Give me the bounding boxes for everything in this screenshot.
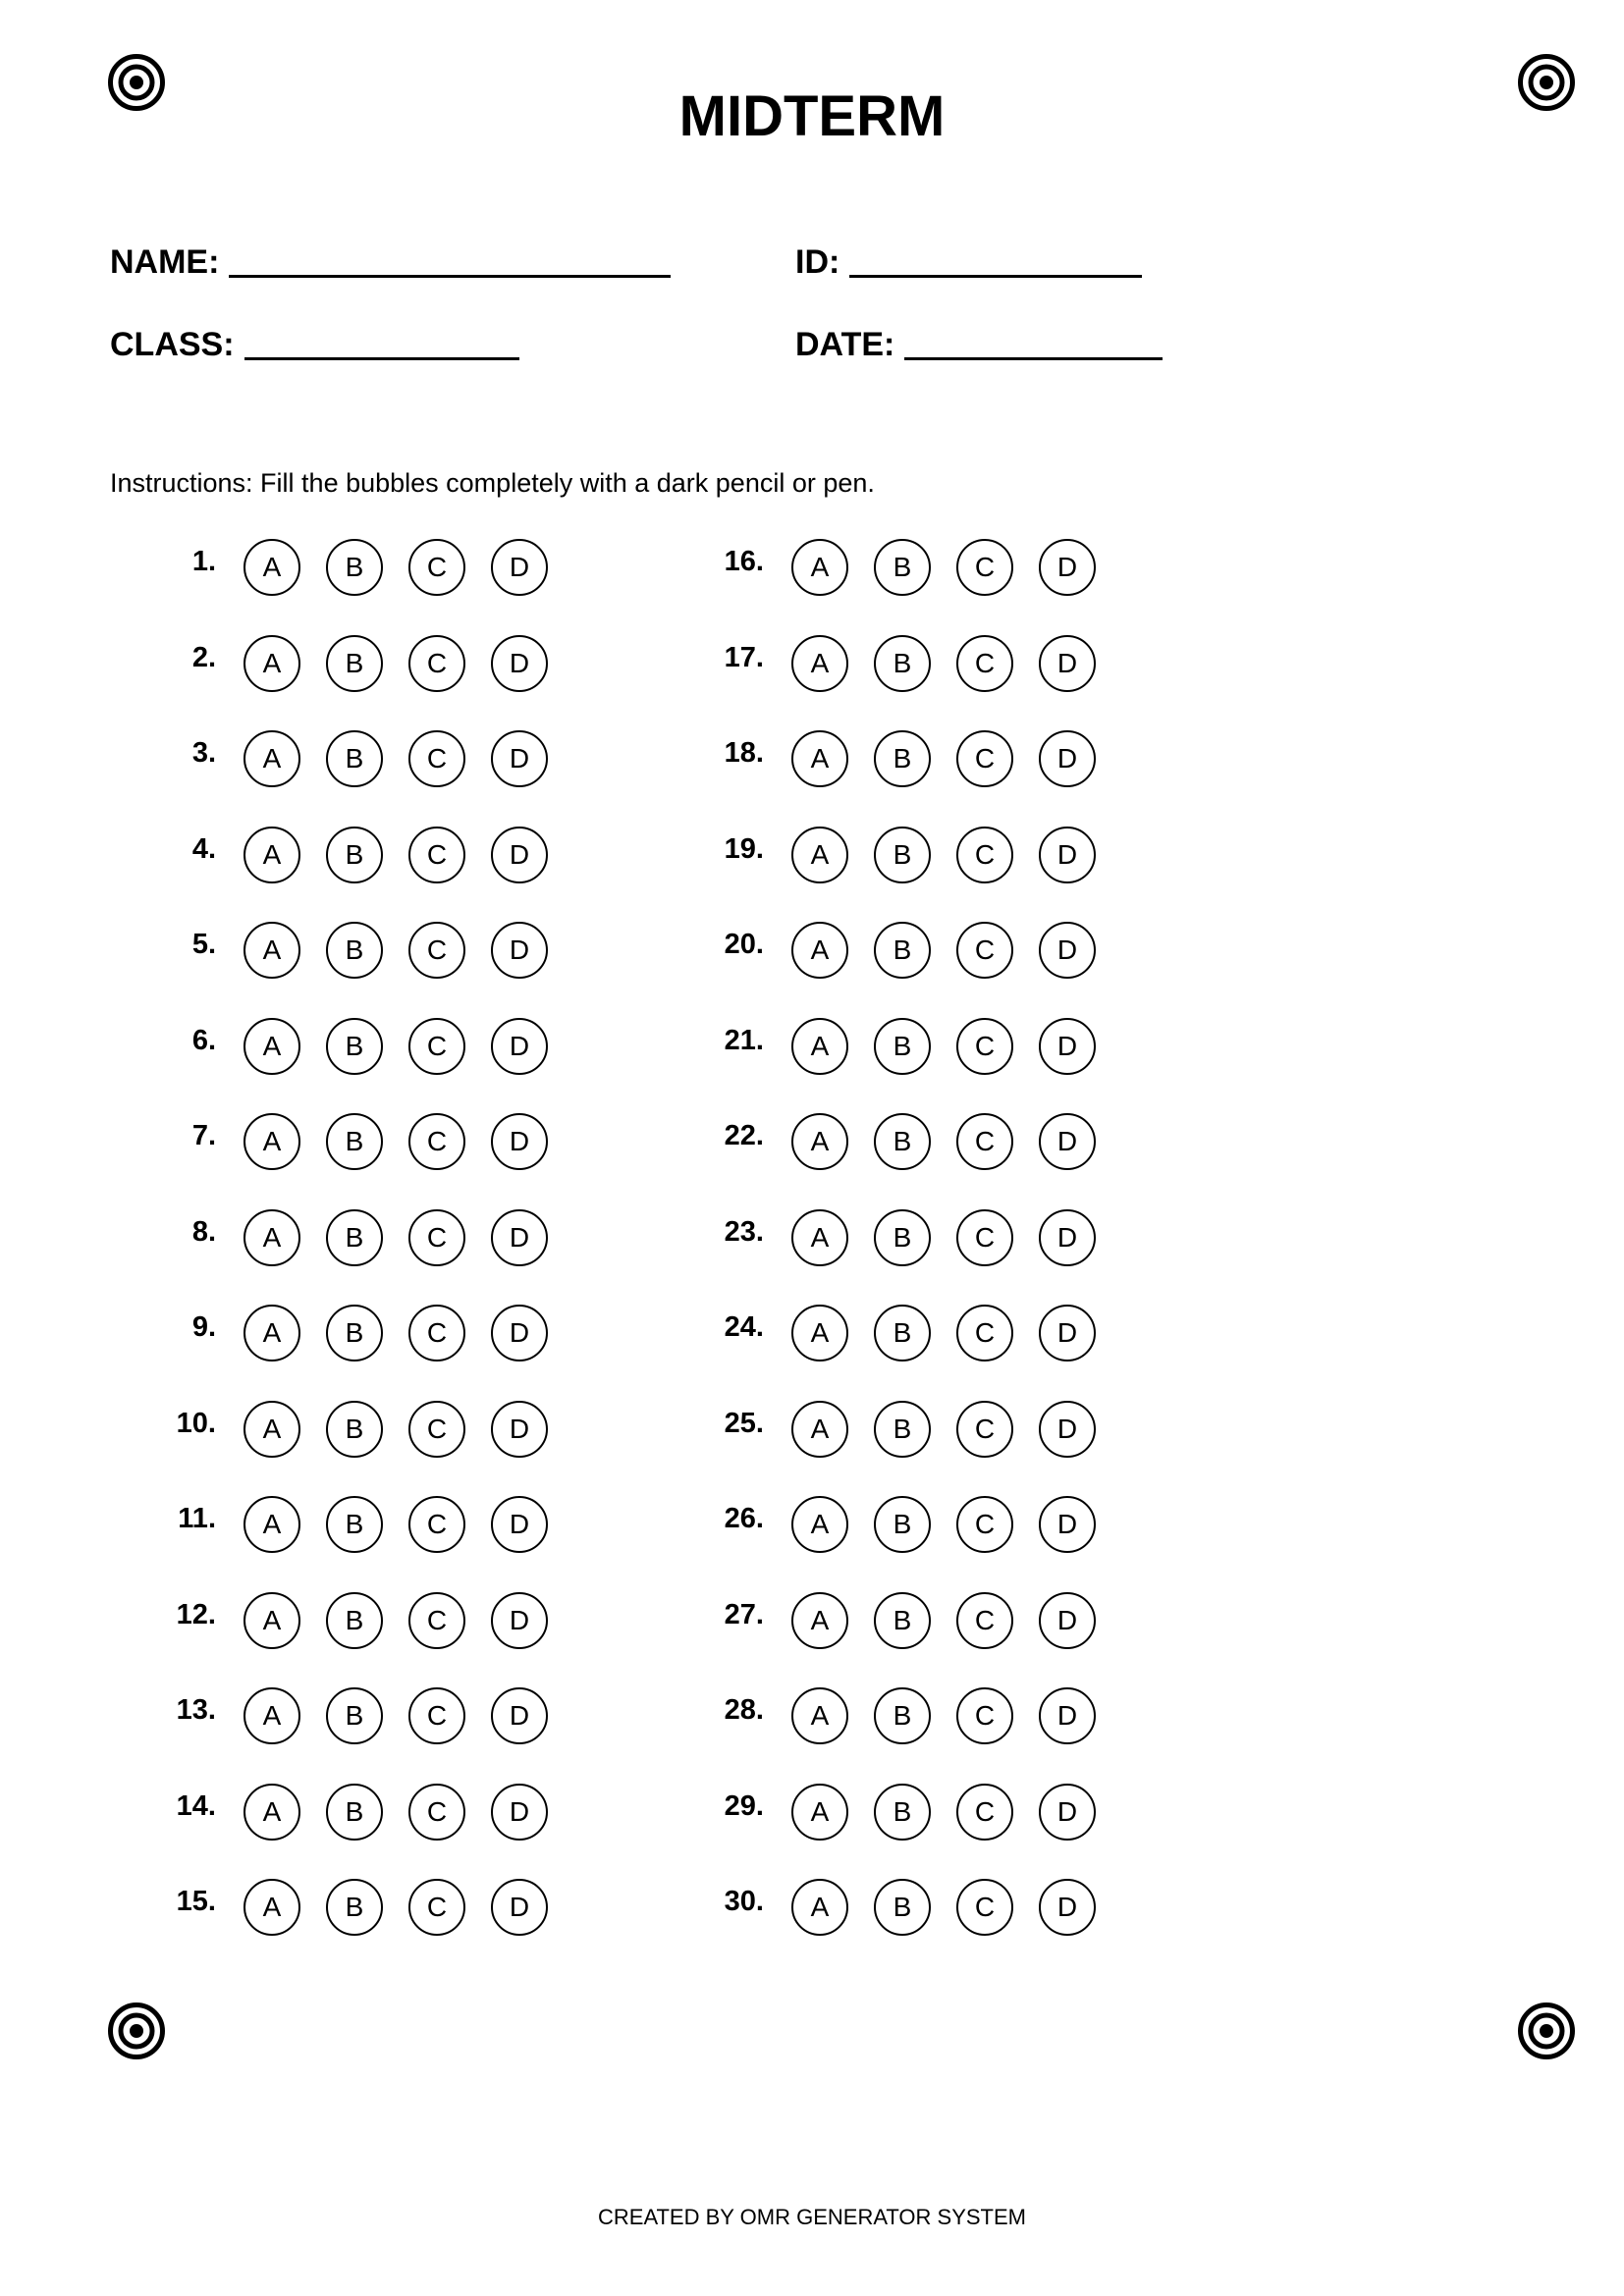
answer-bubble[interactable]: C bbox=[408, 1401, 465, 1458]
answer-bubble[interactable]: B bbox=[874, 1784, 931, 1841]
question-number: 9. bbox=[191, 1311, 216, 1343]
question-number: 22. bbox=[724, 1120, 764, 1151]
id-label: ID: bbox=[795, 243, 840, 281]
question-number: 27. bbox=[724, 1598, 764, 1630]
answer-bubble[interactable]: B bbox=[874, 635, 931, 692]
date-write-line[interactable] bbox=[904, 328, 1163, 360]
question-number: 16. bbox=[724, 546, 764, 577]
question-number: 3. bbox=[191, 737, 216, 769]
answer-bubbles bbox=[244, 1592, 573, 1649]
answer-bubble[interactable]: B bbox=[326, 922, 383, 979]
answer-bubbles bbox=[791, 635, 1121, 692]
answer-bubbles bbox=[244, 1496, 573, 1553]
answer-bubble[interactable]: D bbox=[491, 1879, 548, 1936]
question-number: 21. bbox=[724, 1024, 764, 1056]
answer-bubbles bbox=[791, 1784, 1121, 1841]
answer-bubble[interactable]: C bbox=[408, 730, 465, 787]
question-row bbox=[137, 1401, 609, 1497]
question-row bbox=[685, 1113, 1157, 1209]
answer-bubble[interactable]: B bbox=[326, 1496, 383, 1553]
question-number: 26. bbox=[724, 1503, 764, 1534]
answer-bubble[interactable]: D bbox=[491, 1401, 548, 1458]
answer-bubble[interactable]: A bbox=[791, 1784, 848, 1841]
answer-bubble[interactable]: A bbox=[244, 1496, 300, 1553]
answer-bubble[interactable]: D bbox=[1039, 1113, 1096, 1170]
answer-bubble[interactable]: A bbox=[244, 1592, 300, 1649]
answer-bubble[interactable]: B bbox=[874, 1305, 931, 1362]
answer-bubble[interactable]: A bbox=[791, 1305, 848, 1362]
answer-bubbles bbox=[244, 1879, 573, 1936]
question-number: 17. bbox=[724, 641, 764, 673]
question-number: 4. bbox=[191, 832, 216, 865]
answer-bubble[interactable]: D bbox=[491, 1496, 548, 1553]
answer-bubble[interactable]: A bbox=[244, 730, 300, 787]
answer-bubble[interactable]: A bbox=[791, 922, 848, 979]
registration-target-icon-bottom-right bbox=[1518, 2002, 1575, 2059]
question-row bbox=[685, 730, 1157, 827]
footer-credit: CREATED BY OMR GENERATOR SYSTEM bbox=[598, 2205, 1026, 2229]
question-row bbox=[685, 1018, 1157, 1114]
id-field[interactable] bbox=[795, 242, 1142, 282]
answer-bubble[interactable]: C bbox=[408, 1784, 465, 1841]
answer-bubble[interactable]: D bbox=[1039, 730, 1096, 787]
question-number: 11. bbox=[178, 1503, 216, 1534]
answer-bubble[interactable]: B bbox=[874, 922, 931, 979]
answer-bubble[interactable]: A bbox=[244, 827, 300, 883]
name-write-line[interactable] bbox=[229, 245, 671, 278]
answer-bubble[interactable]: A bbox=[791, 1496, 848, 1553]
question-number: 7. bbox=[191, 1120, 216, 1151]
answer-bubble[interactable]: B bbox=[874, 1018, 931, 1075]
question-number: 10. bbox=[176, 1407, 216, 1439]
question-row bbox=[137, 1113, 609, 1209]
answer-bubble[interactable]: C bbox=[956, 1305, 1013, 1362]
question-column-right bbox=[685, 539, 1157, 1975]
answer-bubbles bbox=[244, 922, 573, 979]
question-number: 29. bbox=[724, 1789, 764, 1822]
answer-bubble[interactable]: C bbox=[408, 1113, 465, 1170]
answer-bubble[interactable]: D bbox=[491, 1018, 548, 1075]
answer-bubbles bbox=[244, 827, 573, 883]
answer-bubble[interactable]: A bbox=[244, 1879, 300, 1936]
answer-bubble[interactable]: C bbox=[408, 1018, 465, 1075]
answer-bubble[interactable]: D bbox=[1039, 1209, 1096, 1266]
answer-bubble[interactable]: D bbox=[1039, 1879, 1096, 1936]
question-row bbox=[685, 1209, 1157, 1306]
answer-bubbles bbox=[791, 1592, 1121, 1649]
answer-bubbles bbox=[244, 1305, 573, 1362]
question-row bbox=[137, 730, 609, 827]
answer-bubble[interactable]: D bbox=[1039, 1496, 1096, 1553]
id-write-line[interactable] bbox=[849, 245, 1142, 278]
answer-bubble[interactable]: C bbox=[956, 635, 1013, 692]
question-number: 28. bbox=[724, 1694, 764, 1726]
question-row bbox=[685, 1592, 1157, 1688]
answer-bubble[interactable]: C bbox=[956, 1496, 1013, 1553]
answer-bubble[interactable]: D bbox=[1039, 1305, 1096, 1362]
answer-bubble[interactable]: D bbox=[1039, 1687, 1096, 1744]
answer-bubbles bbox=[244, 1687, 573, 1744]
class-label: CLASS: bbox=[110, 326, 235, 363]
answer-bubble[interactable]: D bbox=[491, 1687, 548, 1744]
class-write-line[interactable] bbox=[244, 328, 519, 360]
answer-bubble[interactable]: C bbox=[956, 827, 1013, 883]
question-number: 30. bbox=[724, 1886, 764, 1917]
answer-bubble[interactable]: B bbox=[874, 1209, 931, 1266]
answer-bubble[interactable]: D bbox=[1039, 1592, 1096, 1649]
answer-bubble[interactable]: D bbox=[491, 827, 548, 883]
answer-bubbles bbox=[244, 1113, 573, 1170]
answer-bubble[interactable]: B bbox=[874, 1496, 931, 1553]
answer-bubble[interactable]: B bbox=[874, 1879, 931, 1936]
answer-bubble[interactable]: A bbox=[244, 1209, 300, 1266]
answer-bubble[interactable]: A bbox=[791, 1687, 848, 1744]
answer-bubble[interactable]: C bbox=[408, 1592, 465, 1649]
question-number: 25. bbox=[724, 1407, 764, 1439]
answer-bubble[interactable]: A bbox=[244, 1401, 300, 1458]
answer-bubble[interactable]: B bbox=[326, 1784, 383, 1841]
question-row bbox=[685, 635, 1157, 731]
answer-bubbles bbox=[791, 1209, 1121, 1266]
answer-bubble[interactable]: A bbox=[244, 922, 300, 979]
answer-bubble[interactable]: C bbox=[956, 1018, 1013, 1075]
answer-bubbles bbox=[791, 1401, 1121, 1458]
question-number: 5. bbox=[191, 929, 216, 960]
question-number: 19. bbox=[724, 832, 764, 865]
question-row bbox=[137, 1305, 609, 1401]
answer-bubble[interactable]: A bbox=[791, 635, 848, 692]
answer-bubble[interactable]: C bbox=[956, 1784, 1013, 1841]
answer-bubbles bbox=[244, 1018, 573, 1075]
question-number: 2. bbox=[191, 641, 216, 673]
answer-bubble[interactable]: B bbox=[326, 730, 383, 787]
answer-bubble[interactable]: D bbox=[491, 1209, 548, 1266]
answer-bubble[interactable]: C bbox=[956, 1592, 1013, 1649]
answer-bubble[interactable]: A bbox=[244, 539, 300, 596]
answer-bubble[interactable]: B bbox=[326, 1113, 383, 1170]
answer-bubble[interactable]: B bbox=[874, 1401, 931, 1458]
answer-bubble[interactable]: C bbox=[408, 539, 465, 596]
answer-bubbles bbox=[791, 1879, 1121, 1936]
answer-bubble[interactable]: D bbox=[491, 1592, 548, 1649]
question-number: 12. bbox=[176, 1598, 216, 1630]
answer-bubble[interactable]: C bbox=[408, 1879, 465, 1936]
question-number: 24. bbox=[724, 1311, 764, 1343]
answer-bubble[interactable]: D bbox=[1039, 1401, 1096, 1458]
answer-bubble[interactable]: C bbox=[956, 730, 1013, 787]
answer-bubbles bbox=[791, 922, 1121, 979]
answer-bubble[interactable]: A bbox=[791, 1018, 848, 1075]
question-number: 18. bbox=[724, 737, 764, 769]
question-number: 23. bbox=[724, 1215, 764, 1248]
answer-bubble[interactable]: D bbox=[1039, 1018, 1096, 1075]
answer-bubble[interactable]: B bbox=[874, 827, 931, 883]
answer-bubble[interactable]: C bbox=[956, 1879, 1013, 1936]
answer-bubbles bbox=[791, 827, 1121, 883]
question-row bbox=[685, 1496, 1157, 1592]
question-row bbox=[137, 1687, 609, 1784]
question-row bbox=[137, 1592, 609, 1688]
answer-bubble[interactable]: B bbox=[874, 1687, 931, 1744]
answer-bubble[interactable]: B bbox=[326, 1401, 383, 1458]
answer-bubbles bbox=[244, 635, 573, 692]
answer-bubble[interactable]: D bbox=[491, 539, 548, 596]
answer-bubble[interactable]: C bbox=[408, 1496, 465, 1553]
answer-bubble[interactable]: A bbox=[244, 1784, 300, 1841]
question-row bbox=[685, 1401, 1157, 1497]
answer-bubbles bbox=[791, 539, 1121, 596]
answer-bubble[interactable]: C bbox=[408, 1687, 465, 1744]
question-row bbox=[685, 539, 1157, 635]
answer-bubble[interactable]: A bbox=[244, 1018, 300, 1075]
question-number: 1. bbox=[191, 546, 216, 577]
answer-bubble[interactable]: C bbox=[956, 1401, 1013, 1458]
answer-bubbles bbox=[244, 1401, 573, 1458]
answer-bubble[interactable]: D bbox=[1039, 922, 1096, 979]
question-number: 13. bbox=[176, 1694, 216, 1726]
class-field[interactable] bbox=[110, 325, 519, 364]
question-number: 6. bbox=[191, 1024, 216, 1056]
answer-bubble[interactable]: A bbox=[791, 730, 848, 787]
answer-bubble[interactable]: B bbox=[874, 1592, 931, 1649]
answer-bubble[interactable]: A bbox=[244, 1305, 300, 1362]
answer-bubbles bbox=[791, 1496, 1121, 1553]
date-label: DATE: bbox=[795, 326, 895, 363]
question-row bbox=[137, 539, 609, 635]
answer-bubble[interactable]: C bbox=[408, 922, 465, 979]
answer-bubble[interactable]: B bbox=[326, 1305, 383, 1362]
answer-bubble[interactable]: C bbox=[408, 1209, 465, 1266]
answer-bubbles bbox=[791, 1018, 1121, 1075]
date-field[interactable] bbox=[795, 325, 1163, 364]
question-row bbox=[137, 1784, 609, 1880]
answer-bubble[interactable]: C bbox=[956, 1209, 1013, 1266]
answer-bubble[interactable]: B bbox=[326, 1018, 383, 1075]
answer-bubble[interactable]: D bbox=[491, 1113, 548, 1170]
answer-bubble[interactable]: D bbox=[491, 1784, 548, 1841]
answer-bubble[interactable]: D bbox=[1039, 827, 1096, 883]
name-field[interactable] bbox=[110, 242, 671, 282]
answer-bubbles bbox=[791, 1113, 1121, 1170]
question-row bbox=[137, 1879, 609, 1975]
answer-bubbles bbox=[244, 1784, 573, 1841]
answer-bubble[interactable]: B bbox=[326, 635, 383, 692]
answer-bubbles bbox=[791, 1305, 1121, 1362]
answer-bubble[interactable]: A bbox=[244, 1687, 300, 1744]
question-column-left bbox=[137, 539, 609, 1975]
answer-bubble[interactable]: B bbox=[326, 539, 383, 596]
answer-bubble[interactable]: C bbox=[956, 922, 1013, 979]
answer-bubble[interactable]: C bbox=[408, 827, 465, 883]
answer-bubble[interactable]: B bbox=[874, 730, 931, 787]
question-number: 8. bbox=[191, 1215, 216, 1248]
answer-bubble[interactable]: D bbox=[1039, 1784, 1096, 1841]
answer-bubble[interactable]: D bbox=[491, 1305, 548, 1362]
question-row bbox=[137, 922, 609, 1018]
answer-bubbles bbox=[244, 730, 573, 787]
answer-bubble[interactable]: C bbox=[956, 1687, 1013, 1744]
question-row bbox=[685, 1784, 1157, 1880]
answer-bubble[interactable]: D bbox=[491, 635, 548, 692]
question-row bbox=[685, 1879, 1157, 1975]
question-row bbox=[137, 1018, 609, 1114]
question-row bbox=[685, 922, 1157, 1018]
answer-bubbles bbox=[244, 1209, 573, 1266]
question-number: 20. bbox=[724, 929, 764, 960]
name-label: NAME: bbox=[110, 243, 220, 281]
answer-bubble[interactable]: B bbox=[326, 1592, 383, 1649]
answer-bubble[interactable]: A bbox=[791, 827, 848, 883]
answer-bubble[interactable]: C bbox=[956, 539, 1013, 596]
answer-bubble[interactable]: C bbox=[956, 1113, 1013, 1170]
registration-target-icon-bottom-left bbox=[108, 2002, 165, 2059]
answer-bubble[interactable]: A bbox=[791, 1113, 848, 1170]
answer-bubble[interactable]: B bbox=[326, 1687, 383, 1744]
answer-bubble[interactable]: D bbox=[491, 922, 548, 979]
question-row bbox=[137, 1496, 609, 1592]
answer-bubble[interactable]: C bbox=[408, 1305, 465, 1362]
answer-bubble[interactable]: D bbox=[1039, 539, 1096, 596]
answer-bubble[interactable]: D bbox=[491, 730, 548, 787]
answer-bubble[interactable]: B bbox=[326, 1209, 383, 1266]
answer-bubble[interactable]: B bbox=[326, 827, 383, 883]
answer-bubble[interactable]: A bbox=[791, 1401, 848, 1458]
answer-bubbles bbox=[791, 730, 1121, 787]
answer-bubble[interactable]: A bbox=[791, 1879, 848, 1936]
question-row bbox=[137, 635, 609, 731]
answer-bubbles bbox=[244, 539, 573, 596]
question-row bbox=[685, 827, 1157, 923]
question-number: 15. bbox=[176, 1886, 216, 1917]
question-row bbox=[685, 1305, 1157, 1401]
answer-bubble[interactable]: C bbox=[408, 635, 465, 692]
answer-bubble[interactable]: D bbox=[1039, 635, 1096, 692]
question-row bbox=[685, 1687, 1157, 1784]
answer-bubbles bbox=[791, 1687, 1121, 1744]
answer-bubble[interactable]: B bbox=[874, 539, 931, 596]
answer-bubble[interactable]: A bbox=[791, 539, 848, 596]
answer-bubble[interactable]: A bbox=[244, 1113, 300, 1170]
answer-bubble[interactable]: A bbox=[244, 635, 300, 692]
answer-bubble[interactable]: B bbox=[326, 1879, 383, 1936]
page-title: MIDTERM bbox=[678, 84, 946, 148]
answer-bubble[interactable]: B bbox=[874, 1113, 931, 1170]
instructions-text: Instructions: Fill the bubbles completely with a dark pencil or pen. bbox=[110, 468, 875, 498]
question-number: 14. bbox=[176, 1789, 216, 1822]
question-row bbox=[137, 827, 609, 923]
answer-bubble[interactable]: A bbox=[791, 1209, 848, 1266]
question-row bbox=[137, 1209, 609, 1306]
answer-bubble[interactable]: A bbox=[791, 1592, 848, 1649]
